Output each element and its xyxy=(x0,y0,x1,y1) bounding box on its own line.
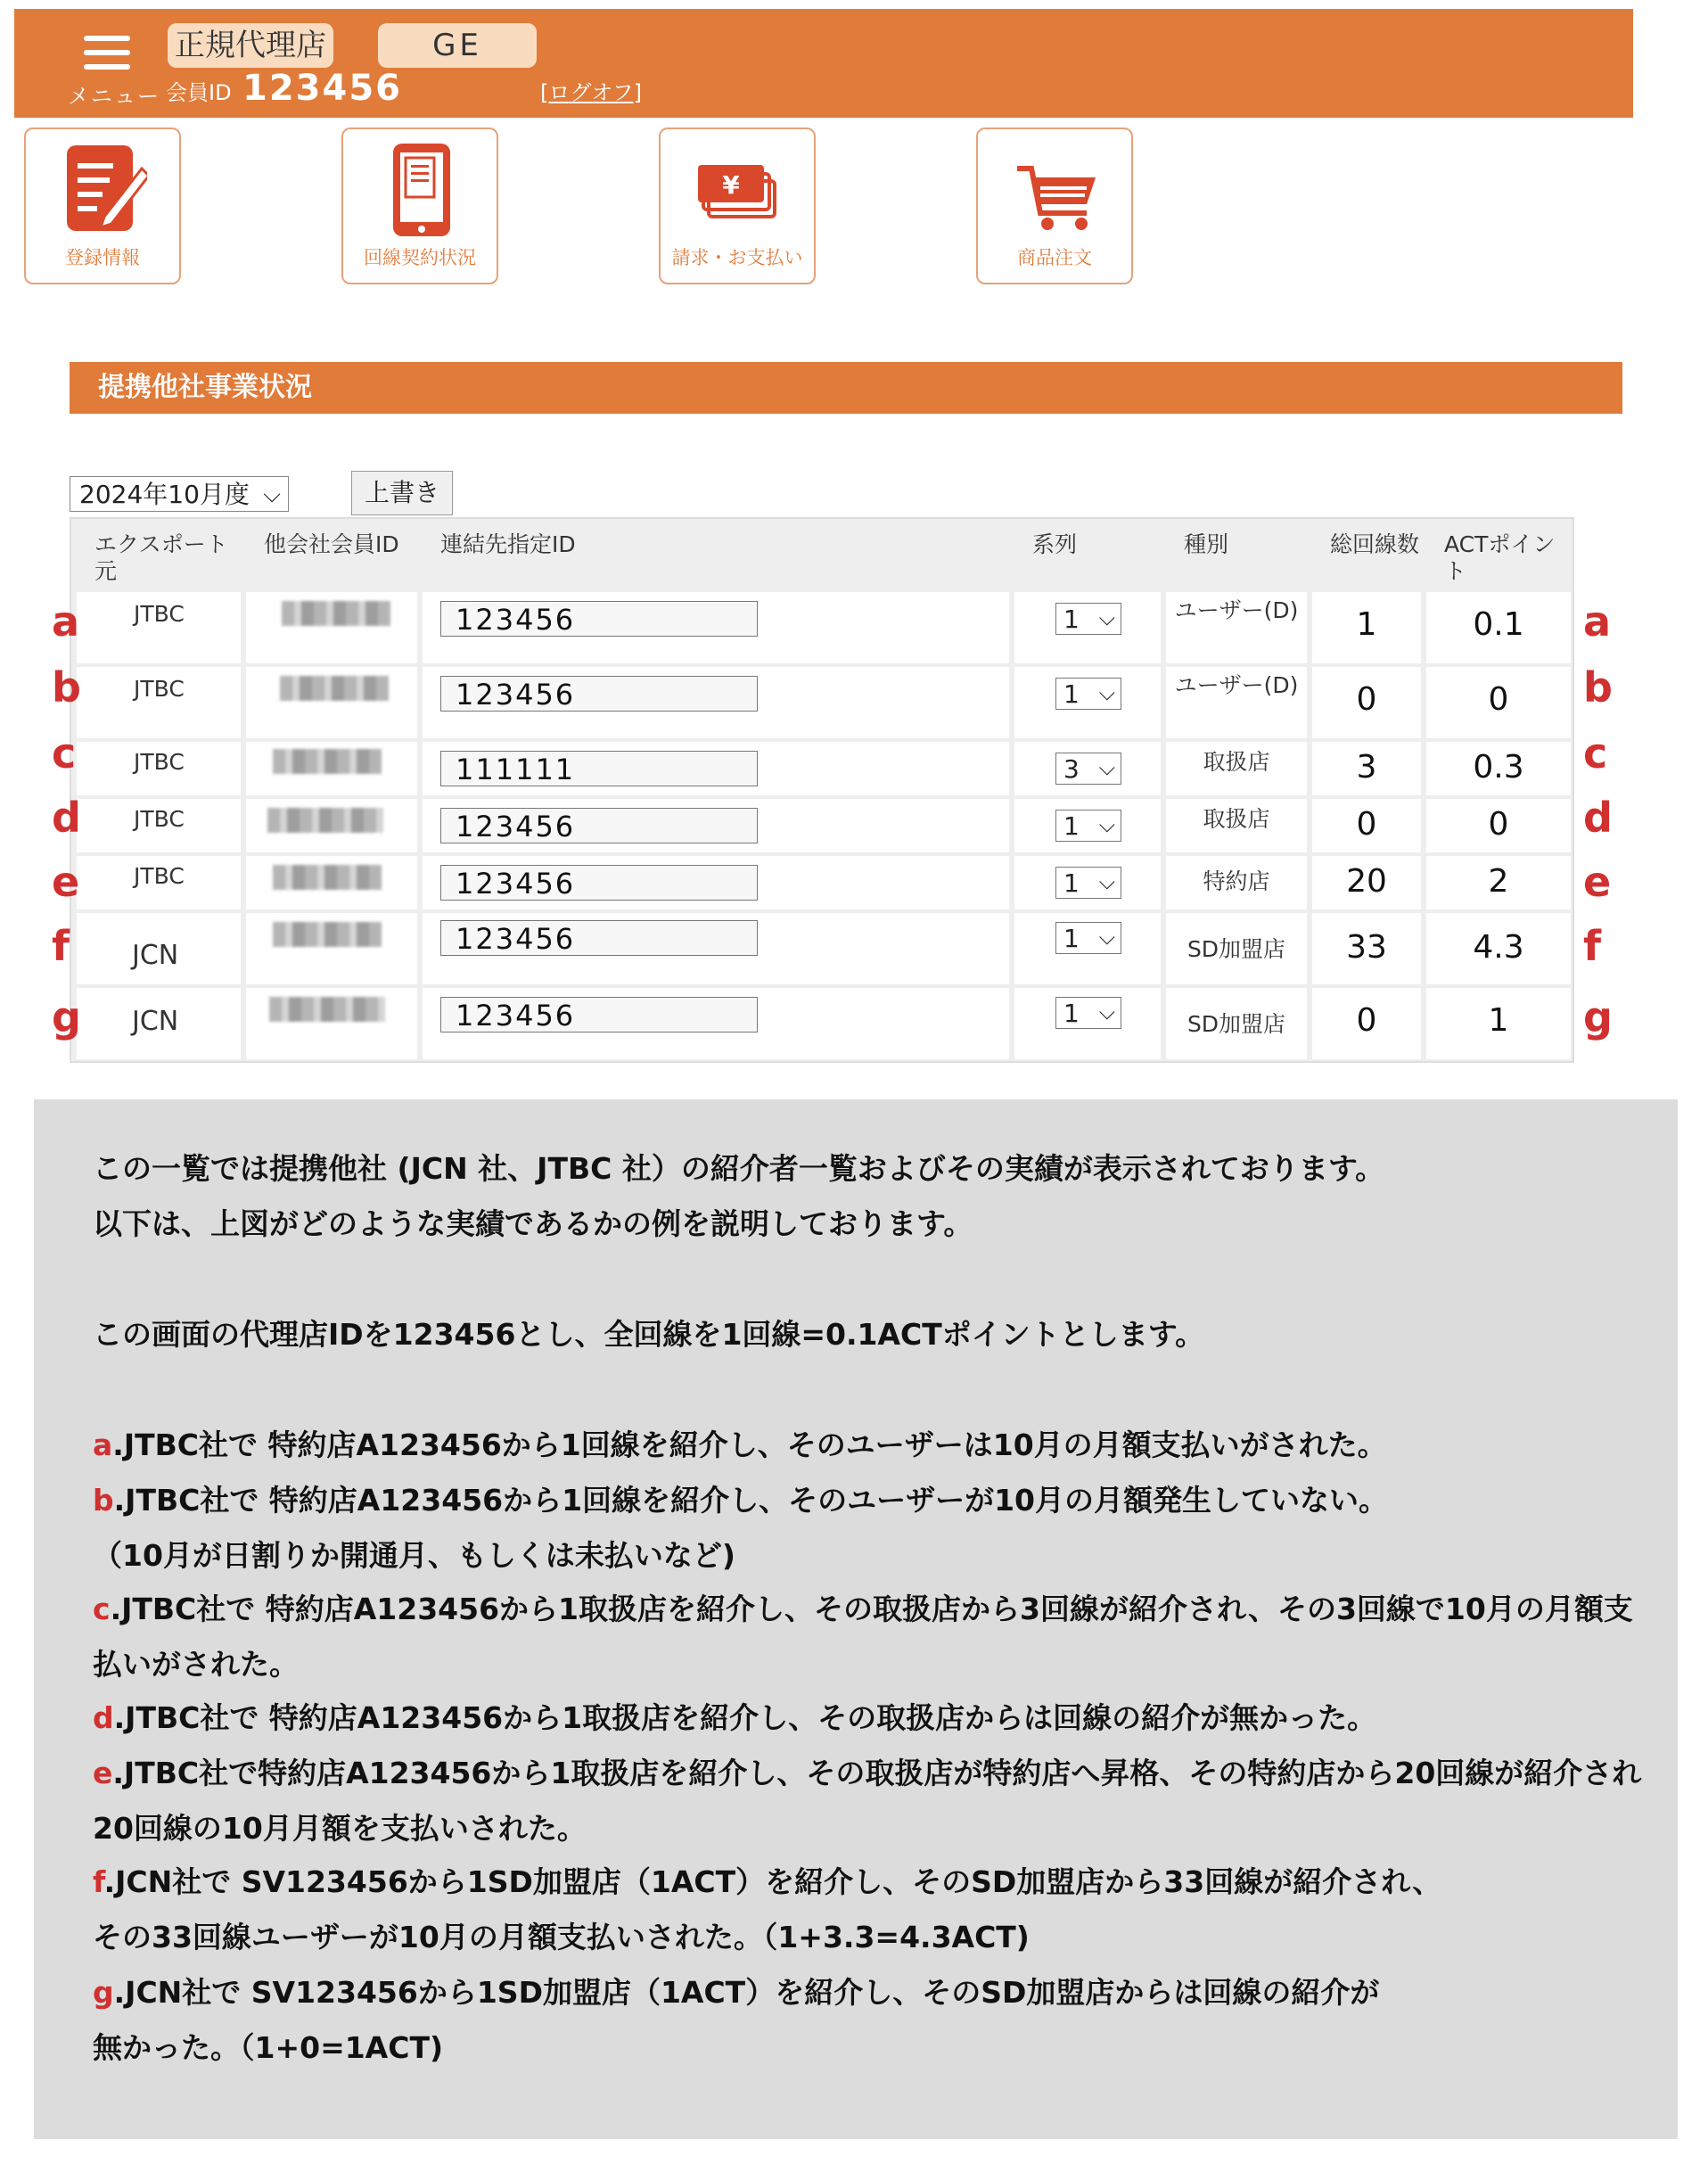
chevron-down-icon: ⌵ xyxy=(1098,812,1115,837)
kind-label: 取扱店 xyxy=(1203,749,1270,775)
hamburger-icon-bar xyxy=(84,50,130,55)
phone-contract-icon xyxy=(379,142,464,240)
cell-link-id xyxy=(423,667,1009,738)
row-letter-right: d xyxy=(1583,794,1613,842)
tile-label: 登録情報 xyxy=(65,247,140,268)
series-select[interactable] xyxy=(1055,678,1121,710)
act-points: 1 xyxy=(1488,1002,1509,1039)
cell-series xyxy=(1014,856,1161,909)
export-source: JCN xyxy=(132,1006,179,1037)
cell-series xyxy=(1014,799,1161,852)
example-letter: a xyxy=(93,1427,113,1462)
cell-act xyxy=(1426,667,1571,738)
cell-lines xyxy=(1312,742,1421,795)
partner-status-table xyxy=(70,517,1574,1063)
blurred-member-id xyxy=(273,749,382,774)
row-letter-right: a xyxy=(1583,597,1612,646)
intro-line-1: この一覧では提携他社 (JCN 社、JTBC 社）の紹介者一覧およびその実績が表示されております。 xyxy=(93,1151,1385,1186)
example-letter: e xyxy=(93,1756,113,1790)
series-value: 1 xyxy=(1063,924,1080,953)
ge-badge: GE xyxy=(378,23,537,68)
total-lines: 1 xyxy=(1356,606,1377,643)
cell-kind xyxy=(1166,742,1307,795)
act-points: 0.1 xyxy=(1473,606,1524,643)
member-id-value: 123456 xyxy=(242,68,402,109)
table-row xyxy=(71,742,1573,795)
row-letter-right: f xyxy=(1583,922,1602,970)
example-g-cont: 無かった。（1+0=1ACT) xyxy=(93,2030,444,2065)
table-row xyxy=(71,799,1573,852)
header-kind: 種別 xyxy=(1166,522,1307,588)
cell-member-id xyxy=(246,856,417,909)
chevron-down-icon: ⌵ xyxy=(1098,869,1115,894)
cell-lines xyxy=(1312,856,1421,909)
example-text: .JTBC社で特約店A123456から1取扱店を紹介し、その取扱店が特約店へ昇格、その特約店から20回線が紹介され xyxy=(112,1756,1642,1790)
example-c xyxy=(93,1586,1633,1628)
chevron-down-icon: ⌵ xyxy=(1098,680,1115,705)
link-id-input[interactable]: 111111 xyxy=(440,751,758,786)
overwrite-button[interactable]: 上書き xyxy=(351,471,453,515)
header-total-lines: 総回線数 xyxy=(1312,522,1421,588)
example-f-cont: その33回線ユーザーが10月の月額支払いされた。（1+3.3=4.3ACT) xyxy=(93,1920,1030,1954)
intro-line-2: 以下は、上図がどのような実績であるかの例を説明しております。 xyxy=(93,1206,973,1241)
table-row xyxy=(71,988,1573,1059)
total-lines: 0 xyxy=(1356,806,1377,843)
example-text: .JCN社で SV123456から1SD加盟店（1ACT）を紹介し、そのSD加盟店からは回線の紹介が xyxy=(113,1975,1380,2010)
example-letter: g xyxy=(93,1975,114,2010)
svg-text:¥: ¥ xyxy=(722,170,740,200)
cell-link-id xyxy=(423,592,1009,663)
chevron-down-icon: ⌵ xyxy=(1098,755,1115,780)
cell-export xyxy=(77,667,241,738)
tile-registration-info[interactable] xyxy=(24,128,181,284)
blurred-member-id xyxy=(280,676,389,701)
cell-kind xyxy=(1166,988,1307,1059)
tile-product-order[interactable] xyxy=(976,128,1133,284)
cell-kind xyxy=(1166,592,1307,663)
blurred-member-id xyxy=(273,865,382,890)
cell-member-id xyxy=(246,988,417,1059)
cell-link-id xyxy=(423,988,1009,1059)
header-series: 系列 xyxy=(1014,522,1161,588)
explanation-panel xyxy=(34,1099,1678,2139)
tile-label: 商品注文 xyxy=(1017,247,1092,268)
series-select[interactable] xyxy=(1055,867,1121,899)
cell-kind xyxy=(1166,856,1307,909)
cell-link-id xyxy=(423,856,1009,909)
example-text: .JTBC社で 特約店A123456から1回線を紹介し、そのユーザーは10月の月額支払いがされた。 xyxy=(112,1427,1387,1462)
header-other-member-id: 他会社会員ID xyxy=(246,522,417,588)
export-source: JCN xyxy=(132,940,179,971)
row-letter-left: a xyxy=(52,597,80,646)
kind-label: SD加盟店 xyxy=(1187,1011,1286,1037)
export-source: JTBC xyxy=(134,863,185,889)
total-lines: 33 xyxy=(1346,929,1387,966)
row-letter-left: e xyxy=(52,858,80,906)
cell-kind xyxy=(1166,913,1307,984)
series-value: 1 xyxy=(1063,999,1080,1028)
series-select[interactable] xyxy=(1055,603,1121,635)
row-letter-right: e xyxy=(1583,858,1612,906)
series-value: 1 xyxy=(1063,605,1080,634)
example-text: .JTBC社で 特約店A123456から1回線を紹介し、そのユーザーが10月の月額発生していない。 xyxy=(113,1483,1389,1518)
month-select-value: 2024年10月度 xyxy=(79,480,250,509)
chevron-down-icon: ⌵ xyxy=(263,481,281,508)
cell-member-id xyxy=(246,742,417,795)
table-row xyxy=(71,667,1573,738)
series-select[interactable] xyxy=(1055,922,1121,954)
header-link-id: 連結先指定ID xyxy=(423,522,1009,588)
hamburger-icon-bar xyxy=(84,64,130,70)
cell-export xyxy=(77,856,241,909)
cell-act xyxy=(1426,799,1571,852)
series-value: 3 xyxy=(1063,754,1080,784)
example-g xyxy=(93,1970,1379,2012)
cell-series xyxy=(1014,988,1161,1059)
kind-label: SD加盟店 xyxy=(1187,936,1286,962)
link-id-input[interactable]: 123456 xyxy=(440,676,758,712)
rank-badge: 正規代理店 xyxy=(168,23,333,68)
example-letter: b xyxy=(93,1483,114,1518)
total-lines: 0 xyxy=(1356,681,1377,718)
cell-act xyxy=(1426,742,1571,795)
cell-act xyxy=(1426,856,1571,909)
total-lines: 20 xyxy=(1346,863,1387,900)
menu-button[interactable] xyxy=(68,29,166,109)
series-select[interactable] xyxy=(1055,997,1121,1029)
cell-export xyxy=(77,742,241,795)
row-letter-left: f xyxy=(52,922,70,970)
series-value: 1 xyxy=(1063,811,1080,841)
table-row xyxy=(71,913,1573,984)
link-id-input[interactable]: 123456 xyxy=(440,808,758,843)
cell-series xyxy=(1014,667,1161,738)
assumption-line: この画面の代理店IDを123456とし、全回線を1回線=0.1ACTポイントとします。 xyxy=(93,1317,1205,1352)
month-select[interactable] xyxy=(70,476,289,512)
link-id-input[interactable]: 123456 xyxy=(440,601,758,637)
export-source: JTBC xyxy=(134,601,185,627)
cell-series xyxy=(1014,592,1161,663)
example-text: .JCN社で SV123456から1SD加盟店（1ACT）を紹介し、そのSD加盟店から33回線が紹介され、 xyxy=(103,1864,1442,1899)
row-letter-right: g xyxy=(1583,993,1613,1041)
cell-export xyxy=(77,799,241,852)
cell-lines xyxy=(1312,592,1421,663)
tile-line-contract-status[interactable] xyxy=(341,128,498,284)
export-source: JTBC xyxy=(134,749,185,775)
table-row xyxy=(71,592,1573,663)
example-b-cont: （10月が日割りか開通月、もしくは未払いなど) xyxy=(93,1538,736,1573)
shopping-cart-icon xyxy=(1014,142,1099,240)
export-source: JTBC xyxy=(134,676,185,702)
example-e xyxy=(93,1750,1641,1792)
cell-lines xyxy=(1312,667,1421,738)
example-a xyxy=(93,1422,1387,1464)
menu-label: メニュー xyxy=(68,84,160,109)
example-letter: d xyxy=(93,1700,114,1735)
cell-member-id xyxy=(246,913,417,984)
tile-label: 請求・お支払い xyxy=(671,247,803,268)
chevron-down-icon: ⌵ xyxy=(1098,605,1115,630)
link-id-input[interactable]: 123456 xyxy=(440,920,758,956)
section-title: 提携他社事業状況 xyxy=(98,372,312,403)
cell-act xyxy=(1426,592,1571,663)
cell-export xyxy=(77,988,241,1059)
blurred-member-id xyxy=(267,808,383,833)
cell-link-id xyxy=(423,799,1009,852)
series-select[interactable] xyxy=(1055,753,1121,785)
series-value: 1 xyxy=(1063,679,1080,709)
example-text: .JTBC社で 特約店A123456から1取扱店を紹介し、その取扱店からは回線の紹介が無かった。 xyxy=(113,1700,1377,1735)
total-lines: 0 xyxy=(1356,1002,1377,1039)
logoff-link[interactable]: [ログオフ] xyxy=(540,80,643,105)
header-export: エクスポート元 xyxy=(77,522,241,588)
tile-billing-payment[interactable] xyxy=(659,128,816,284)
example-d xyxy=(93,1695,1376,1737)
cell-lines xyxy=(1312,799,1421,852)
row-letter-right: c xyxy=(1583,729,1608,777)
example-letter: f xyxy=(93,1864,104,1899)
series-select[interactable] xyxy=(1055,810,1121,842)
yen-bills-icon xyxy=(696,142,782,240)
total-lines: 3 xyxy=(1356,749,1377,786)
blurred-member-id xyxy=(273,922,382,947)
act-points: 0 xyxy=(1488,806,1509,843)
blurred-member-id xyxy=(282,601,390,626)
section-title-bar xyxy=(70,362,1622,414)
hamburger-icon xyxy=(84,36,130,41)
example-f xyxy=(93,1859,1441,1901)
top-header xyxy=(14,9,1633,118)
example-b xyxy=(93,1477,1388,1519)
cell-lines xyxy=(1312,913,1421,984)
row-letter-left: b xyxy=(52,663,81,712)
act-points: 0 xyxy=(1488,681,1509,718)
kind-label: 特約店 xyxy=(1203,868,1270,894)
edit-document-icon xyxy=(62,142,147,240)
cell-member-id xyxy=(246,667,417,738)
cell-member-id xyxy=(246,592,417,663)
link-id-input[interactable]: 123456 xyxy=(440,997,758,1033)
row-letter-left: d xyxy=(52,794,81,842)
kind-label: ユーザー(D) xyxy=(1174,672,1299,698)
cell-member-id xyxy=(246,799,417,852)
cell-act xyxy=(1426,988,1571,1059)
kind-label: 取扱店 xyxy=(1203,806,1270,832)
blurred-member-id xyxy=(269,997,385,1022)
example-letter: c xyxy=(93,1592,111,1626)
link-id-input[interactable]: 123456 xyxy=(440,865,758,901)
cell-export xyxy=(77,592,241,663)
row-letter-left: g xyxy=(52,993,81,1041)
row-letter-left: c xyxy=(52,729,77,777)
example-c-cont: 払いがされた。 xyxy=(93,1647,299,1682)
header-act-points: ACTポイント xyxy=(1426,522,1571,588)
cell-link-id xyxy=(423,913,1009,984)
cell-lines xyxy=(1312,988,1421,1059)
cell-kind xyxy=(1166,667,1307,738)
cell-series xyxy=(1014,913,1161,984)
cell-export xyxy=(77,913,241,984)
example-text: .JTBC社で 特約店A123456から1取扱店を紹介し、その取扱店から3回線が紹介され、その3回線で10月の月額支 xyxy=(110,1592,1633,1626)
cell-series xyxy=(1014,742,1161,795)
series-value: 1 xyxy=(1063,868,1080,898)
tile-label: 回線契約状況 xyxy=(364,247,476,268)
cell-act xyxy=(1426,913,1571,984)
act-points: 4.3 xyxy=(1473,929,1524,966)
chevron-down-icon: ⌵ xyxy=(1098,1000,1115,1024)
kind-label: ユーザー(D) xyxy=(1174,597,1299,623)
act-points: 0.3 xyxy=(1473,749,1524,786)
example-e-cont: 20回線の10月月額を支払いされた。 xyxy=(93,1811,587,1846)
table-row xyxy=(71,856,1573,909)
chevron-down-icon: ⌵ xyxy=(1098,925,1115,950)
cell-link-id xyxy=(423,742,1009,795)
export-source: JTBC xyxy=(134,806,185,832)
member-id-label: 会員ID xyxy=(166,80,232,105)
cell-kind xyxy=(1166,799,1307,852)
row-letter-right: b xyxy=(1583,663,1613,712)
act-points: 2 xyxy=(1488,863,1509,900)
